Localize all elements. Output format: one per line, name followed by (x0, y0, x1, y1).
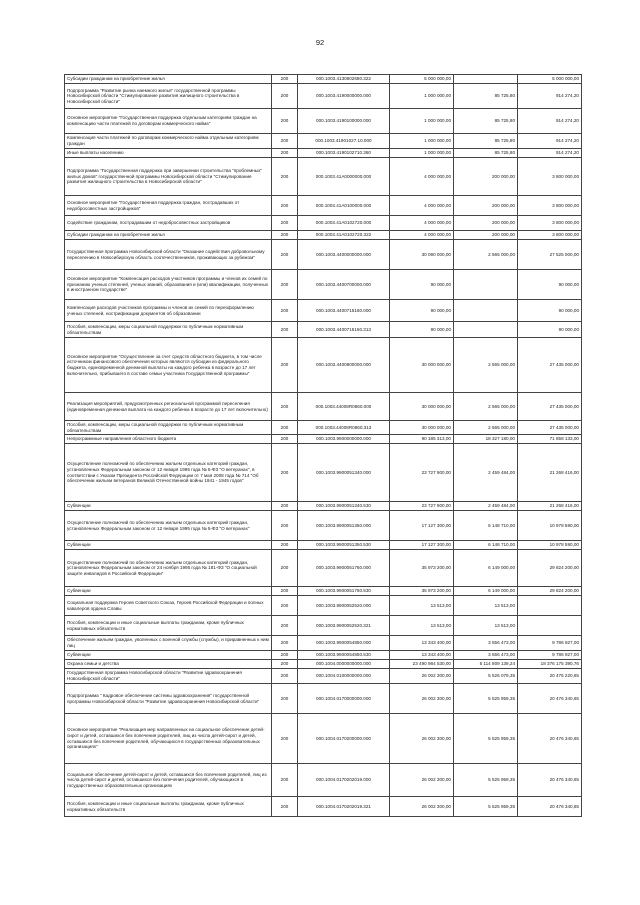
table-row (65, 322, 582, 338)
row-admin-code-cell: 200 (272, 616, 298, 636)
row-admin-code-cell: 200 (272, 196, 298, 216)
row-executed-cell: 85 725,80 (454, 134, 518, 149)
row-remaining-cell: 20 476 220,65 (518, 669, 582, 684)
table-row (65, 421, 582, 435)
row-name-cell: Социальная поддержка Героев Советского Союза, Героев Российской Федерации и полных кавалеров ордена Славы (65, 596, 272, 616)
row-approved-cell: 23 490 984 530,00 (390, 660, 454, 669)
row-admin-code-cell: 200 (272, 270, 298, 300)
row-executed-cell: 2 565 000,00 (454, 338, 518, 393)
row-budget-code-cell: 000.1003.41А0102720.322 (298, 231, 390, 240)
row-executed-cell: 2 459 484,00 (454, 502, 518, 511)
row-admin-code-cell: 200 (272, 75, 298, 84)
row-name-cell: Субвенции (65, 651, 272, 660)
row-executed-cell: 85 725,80 (454, 149, 518, 158)
row-name-cell: Осуществление полномочий по обеспечению жильем отдельных категорий граждан, установленных Федеральным законом от 12 января 1995 года № 5-ФЗ "О ветеранах", в соответствии с Указом Президента Российской Федерации от 7 мая 2008 года № 714 "Об обеспечении жильем ветеранов Великой Отечественной войны 1941 - 1945 годов" (65, 444, 272, 502)
table-row (65, 541, 582, 550)
row-admin-code-cell: 200 (272, 684, 298, 714)
row-remaining-cell: 10 978 590,00 (518, 511, 582, 541)
row-budget-code-cell: 000.1003.44008R0860.000 (298, 393, 390, 421)
row-admin-code-cell: 200 (272, 587, 298, 596)
row-admin-code-cell: 200 (272, 393, 298, 421)
row-approved-cell: 17 127 300,00 (390, 541, 454, 550)
table-row (65, 550, 582, 587)
row-admin-code-cell: 200 (272, 764, 298, 797)
table-row (65, 196, 582, 216)
row-budget-code-cell: 000.1003.4190000000.000 (298, 84, 390, 109)
row-admin-code-cell: 200 (272, 216, 298, 231)
row-remaining-cell: 9 786 927,00 (518, 651, 582, 660)
row-approved-cell: 30 000 000,00 (390, 421, 454, 435)
table-row (65, 240, 582, 270)
row-remaining-cell: 9 786 927,00 (518, 636, 582, 651)
row-remaining-cell: 90 000,00 (518, 322, 582, 338)
table-row (65, 502, 582, 511)
row-name-cell: Субвенции (65, 541, 272, 550)
row-executed-cell (454, 270, 518, 300)
row-name-cell: Осуществление полномочий по обеспечению жильем отдельных категорий граждан, установленных Федеральным законом от 24 ноября 1995 года № 181-ФЗ "О социальной защите инвалидов в Российской Федерации" (65, 550, 272, 587)
row-admin-code-cell: 200 (272, 669, 298, 684)
row-approved-cell: 30 090 000,00 (390, 240, 454, 270)
row-admin-code-cell: 200 (272, 149, 298, 158)
row-approved-cell: 13 343 400,00 (390, 651, 454, 660)
row-remaining-cell: 3 800 000,00 (518, 216, 582, 231)
row-budget-code-cell: 000.1003.9900051760.530 (298, 587, 390, 596)
row-budget-code-cell: 000.1003.9900052520.321 (298, 616, 390, 636)
row-admin-code-cell: 200 (272, 240, 298, 270)
table-row (65, 444, 582, 502)
row-approved-cell: 90 000,00 (390, 322, 454, 338)
row-approved-cell: 5 000 000,00 (390, 75, 454, 84)
row-approved-cell: 1 000 000,00 (390, 149, 454, 158)
row-admin-code-cell: 200 (272, 444, 298, 502)
row-name-cell: Субвенции (65, 587, 272, 596)
row-budget-code-cell: 000.1003.41А0102720.000 (298, 216, 390, 231)
row-approved-cell: 26 002 300,00 (390, 764, 454, 797)
row-name-cell: Пособия, компенсации, меры социальной поддержки по публичным нормативным обязательствам (65, 421, 272, 435)
row-admin-code-cell: 200 (272, 511, 298, 541)
row-executed-cell: 2 459 484,00 (454, 444, 518, 502)
table-row (65, 231, 582, 240)
row-admin-code-cell: 200 (272, 550, 298, 587)
row-budget-code-cell: 000.1003.4190100000.000 (298, 109, 390, 134)
row-approved-cell: 26 002 300,00 (390, 669, 454, 684)
row-budget-code-cell: 000.1004.0170000000.000 (298, 684, 390, 714)
row-executed-cell: 18 327 180,00 (454, 435, 518, 444)
table-row (65, 587, 582, 596)
row-remaining-cell: 20 476 340,65 (518, 684, 582, 714)
row-executed-cell: 13 513,00 (454, 596, 518, 616)
row-name-cell: Иные выплаты населению (65, 149, 272, 158)
row-remaining-cell: 10 978 590,00 (518, 541, 582, 550)
row-name-cell: Субсидии гражданам на приобретение жилья (65, 75, 272, 84)
row-name-cell: Подпрограмма "Развитие рынка наемного жилья" государственной программы Новосибирской области "Стимулирование развития жилищного строительства в Новосибирской области" (65, 84, 272, 109)
row-approved-cell: 90 000,00 (390, 300, 454, 322)
row-admin-code-cell: 200 (272, 134, 298, 149)
row-budget-code-cell: 000.1004.0170202019.321 (298, 797, 390, 817)
row-executed-cell (454, 75, 518, 84)
row-remaining-cell: 3 800 000,00 (518, 158, 582, 196)
row-budget-code-cell: 000.1003.9900051760.000 (298, 550, 390, 587)
row-name-cell: Реализация мероприятий, предусмотренных региональной программой переселения (единовременная денежная выплата на каждого ребенка в возрасте до 17 лет включительно) (65, 393, 272, 421)
table-row (65, 669, 582, 684)
row-executed-cell: 2 565 000,00 (454, 421, 518, 435)
row-remaining-cell: 21 268 416,00 (518, 502, 582, 511)
row-remaining-cell: 914 274,20 (518, 109, 582, 134)
table-row (65, 511, 582, 541)
row-budget-code-cell: 000.1003.4400800000.000 (298, 338, 390, 393)
row-executed-cell: 2 565 000,00 (454, 240, 518, 270)
row-budget-code-cell: 000.1003.9900051350.000 (298, 511, 390, 541)
row-remaining-cell: 18 376 175 390,76 (518, 660, 582, 669)
row-remaining-cell: 90 000,00 (518, 300, 582, 322)
row-budget-code-cell: 000.1003.9900051350.530 (298, 541, 390, 550)
row-approved-cell: 13 513,00 (390, 616, 454, 636)
row-remaining-cell: 20 476 340,65 (518, 764, 582, 797)
row-approved-cell: 30 000 000,00 (390, 393, 454, 421)
row-approved-cell: 35 973 200,00 (390, 550, 454, 587)
table-row (65, 158, 582, 196)
row-admin-code-cell: 200 (272, 300, 298, 322)
row-executed-cell: 5 525 959,35 (454, 764, 518, 797)
row-remaining-cell: 3 800 000,00 (518, 231, 582, 240)
row-remaining-cell: 27 435 000,00 (518, 421, 582, 435)
table-row (65, 109, 582, 134)
row-remaining-cell: 27 525 000,00 (518, 240, 582, 270)
row-executed-cell: 85 725,80 (454, 84, 518, 109)
row-admin-code-cell: 200 (272, 714, 298, 764)
table-row (65, 134, 582, 149)
table-row (65, 797, 582, 817)
row-name-cell: Подпрограмма "Государственная поддержка при завершении строительства "проблемных" жилых домов" государственной программы Новосибирской области "Стимулирование развития жилищного строительства в Новосибирской области" (65, 158, 272, 196)
table-row (65, 435, 582, 444)
row-budget-code-cell: 000.1003.9900051340.000 (298, 444, 390, 502)
row-approved-cell: 4 000 000,00 (390, 216, 454, 231)
row-name-cell: Непрограммные направления областного бюджета (65, 435, 272, 444)
row-name-cell: Пособия, компенсации и иные социальные выплаты гражданам, кроме публичных нормативных обязательств (65, 616, 272, 636)
table-row (65, 75, 582, 84)
row-budget-code-cell: 000.1004.0100000000.000 (298, 669, 390, 684)
row-budget-code-cell: 000.1003.4190102710.360 (298, 149, 390, 158)
row-executed-cell: 200 000,00 (454, 196, 518, 216)
row-approved-cell: 4 000 000,00 (390, 196, 454, 216)
row-remaining-cell (518, 596, 582, 616)
row-approved-cell: 13 343 400,00 (390, 636, 454, 651)
row-remaining-cell: 3 800 000,00 (518, 196, 582, 216)
row-approved-cell: 1 000 000,00 (390, 134, 454, 149)
row-name-cell: Основное мероприятие "Государственная поддержка граждан, пострадавших от недобросовестных застройщиков" (65, 196, 272, 216)
row-executed-cell: 2 565 000,00 (454, 393, 518, 421)
row-admin-code-cell: 200 (272, 502, 298, 511)
row-approved-cell: 26 002 300,00 (390, 714, 454, 764)
row-remaining-cell: 5 000 000,00 (518, 75, 582, 84)
table-body (65, 75, 582, 817)
row-budget-code-cell: 000.1003.9900051340.530 (298, 502, 390, 511)
row-budget-code-cell: 000.1003.9900000000.000 (298, 435, 390, 444)
row-budget-code-cell: 000.1004.0170200000.000 (298, 714, 390, 764)
row-remaining-cell: 29 824 200,00 (518, 550, 582, 587)
row-executed-cell: 200 000,00 (454, 231, 518, 240)
row-admin-code-cell: 200 (272, 596, 298, 616)
row-budget-code-cell: 000.1003.4400700000.000 (298, 270, 390, 300)
row-name-cell: Компенсация части платежей по договорам коммерческого найма отдельным категориям граждан (65, 134, 272, 149)
row-name-cell: Государственная программа Новосибирской области "Развитие здравоохранения Новосибирской области" (65, 669, 272, 684)
row-name-cell: Подпрограмма " Кадровое обеспечение системы здравоохранения" государственной программы Новосибирской области "Развитие здравоохранения Новосибирской области" (65, 684, 272, 714)
row-admin-code-cell: 200 (272, 109, 298, 134)
row-remaining-cell: 29 824 200,00 (518, 587, 582, 596)
row-remaining-cell: 21 268 416,00 (518, 444, 582, 502)
row-admin-code-cell: 200 (272, 797, 298, 817)
row-admin-code-cell: 200 (272, 231, 298, 240)
row-executed-cell: 200 000,00 (454, 158, 518, 196)
row-name-cell: Субвенции (65, 502, 272, 511)
row-approved-cell: 90 000,00 (390, 270, 454, 300)
row-approved-cell: 23 727 900,00 (390, 502, 454, 511)
table-row (65, 300, 582, 322)
row-admin-code-cell: 200 (272, 651, 298, 660)
row-remaining-cell: 20 476 340,65 (518, 797, 582, 817)
row-executed-cell: 6 149 000,00 (454, 587, 518, 596)
row-name-cell: Осуществление полномочий по обеспечению жильем отдельных категорий граждан, установленных Федеральным законом от 12 января 1995 года № 5-ФЗ "О ветеранах" (65, 511, 272, 541)
row-executed-cell: 3 556 473,00 (454, 636, 518, 651)
row-admin-code-cell: 200 (272, 158, 298, 196)
table-row (65, 393, 582, 421)
row-budget-code-cell: 000.1003.41А0000000.000 (298, 158, 390, 196)
row-approved-cell: 90 185 313,00 (390, 435, 454, 444)
table-row (65, 660, 582, 669)
page-number: 92 (315, 38, 325, 47)
table-row (65, 270, 582, 300)
table-row (65, 764, 582, 797)
row-admin-code-cell: 200 (272, 660, 298, 669)
row-budget-code-cell: 000.1003.4400715160.000 (298, 300, 390, 322)
table-row (65, 636, 582, 651)
row-budget-code-cell: 000.1003.9900052520.000 (298, 596, 390, 616)
table-row (65, 596, 582, 616)
row-name-cell: Пособия, компенсации и иные социальные выплаты гражданам, кроме публичных нормативных обязательств (65, 797, 272, 817)
row-remaining-cell: 914 274,20 (518, 84, 582, 109)
table-row (65, 216, 582, 231)
row-name-cell: Государственная программа Новосибирской области "Оказание содействия добровольному переселению в Новосибирскую область соотечественников, проживающих за рубежом" (65, 240, 272, 270)
table-row (65, 616, 582, 636)
row-admin-code-cell: 200 (272, 435, 298, 444)
row-remaining-cell: 71 858 133,00 (518, 435, 582, 444)
row-executed-cell: 5 525 959,35 (454, 684, 518, 714)
row-name-cell: Социальное обеспечение детей-сирот и детей, оставшихся без попечения родителей, лиц из числа детей-сирот и детей, оставшихся без попечения родителей, обучающихся в государственных образовательных организациях (65, 764, 272, 797)
row-executed-cell: 200 000,00 (454, 216, 518, 231)
table-row (65, 651, 582, 660)
row-budget-code-cell: 000.1003.9900054850.000 (298, 636, 390, 651)
row-name-cell: Основное мероприятие "Осуществление за счет средств областного бюджета, в том числе источником финансового обеспечения которых являются субсидии из федерального бюджета, единовременной денежной выплаты на каждого ребенка в возрасте до 17 лет включительно, прибывшего в составе семьи участника Государственной программы" (65, 338, 272, 393)
row-approved-cell: 23 727 900,00 (390, 444, 454, 502)
row-name-cell: Обеспечение жильем граждан, уволенных с военной службы (службы), и приравненных к ним лиц (65, 636, 272, 651)
row-executed-cell: 5 114 809 139,24 (454, 660, 518, 669)
row-budget-code-cell: 000.1003.4400715160.313 (298, 322, 390, 338)
row-executed-cell: 5 526 079,35 (454, 669, 518, 684)
row-executed-cell (454, 300, 518, 322)
row-name-cell: Пособия, компенсации, меры социальной поддержки по публичным нормативным обязательствам (65, 322, 272, 338)
row-executed-cell: 6 148 710,00 (454, 511, 518, 541)
table-row (65, 684, 582, 714)
row-approved-cell: 13 513,00 (390, 596, 454, 616)
row-approved-cell: 17 127 300,00 (390, 511, 454, 541)
row-budget-code-cell: 000.1003.41А0100000.000 (298, 196, 390, 216)
row-name-cell: Субсидии гражданам на приобретение жилья (65, 231, 272, 240)
row-name-cell: Основное мероприятие "Реализация мер направленных на социальное обеспечение детей-сирот и детей, оставшихся без попечения родителей, лиц из числа детей-сирот и детей, оставшихся без попечения родителей, обучающихся в государственных образовательных организациях" (65, 714, 272, 764)
table-row (65, 714, 582, 764)
row-approved-cell: 30 000 000,00 (390, 338, 454, 393)
row-admin-code-cell: 200 (272, 636, 298, 651)
row-approved-cell: 1 000 000,00 (390, 84, 454, 109)
row-budget-code-cell: 000.1003.44008R0860.313 (298, 421, 390, 435)
row-remaining-cell: 20 476 340,65 (518, 714, 582, 764)
row-name-cell: Компенсация расходов участников программы и членов их семей по переоформлению ученых степеней, нострификации документов об образовании (65, 300, 272, 322)
row-remaining-cell: 27 435 000,00 (518, 338, 582, 393)
row-admin-code-cell: 200 (272, 541, 298, 550)
row-executed-cell (454, 322, 518, 338)
table-row (65, 149, 582, 158)
budget-execution-table (64, 74, 582, 817)
row-admin-code-cell: 200 (272, 322, 298, 338)
row-executed-cell: 85 725,80 (454, 109, 518, 134)
row-remaining-cell: 914 274,20 (518, 134, 582, 149)
row-remaining-cell (518, 616, 582, 636)
row-executed-cell: 5 525 959,35 (454, 797, 518, 817)
row-executed-cell: 3 556 473,00 (454, 651, 518, 660)
row-name-cell: Содействие гражданам, пострадавшим от недобросовестных застройщиков (65, 216, 272, 231)
row-remaining-cell: 90 000,00 (518, 270, 582, 300)
row-executed-cell: 6 148 710,00 (454, 541, 518, 550)
row-admin-code-cell: 200 (272, 84, 298, 109)
row-name-cell: Охрана семьи и детства (65, 660, 272, 669)
row-budget-code-cell: 000.1003.4130602680.322 (298, 75, 390, 84)
row-budget-code-cell: 000.1003.41901027.10.000 (298, 134, 390, 149)
table-row (65, 338, 582, 393)
row-name-cell: Основное мероприятие "Государственная поддержка отдельным категориям граждан на компенсацию части платежей по договорам коммерческого найма" (65, 109, 272, 134)
row-executed-cell: 5 525 959,35 (454, 714, 518, 764)
row-budget-code-cell: 000.1003.4400000000.000 (298, 240, 390, 270)
row-remaining-cell: 914 274,20 (518, 149, 582, 158)
row-approved-cell: 26 002 300,00 (390, 684, 454, 714)
row-approved-cell: 4 000 000,00 (390, 231, 454, 240)
row-approved-cell: 35 973 200,00 (390, 587, 454, 596)
row-name-cell: Основное мероприятие "Компенсация расходов участников программы и членов их семей по признанию ученых степеней, ученых званий, образования и (или) квалификации, полученных в иностранном государстве" (65, 270, 272, 300)
row-admin-code-cell: 200 (272, 421, 298, 435)
table-row (65, 84, 582, 109)
row-budget-code-cell: 000.1004.0000000000.000 (298, 660, 390, 669)
row-approved-cell: 1 000 000,00 (390, 109, 454, 134)
row-executed-cell: 13 513,00 (454, 616, 518, 636)
row-executed-cell: 6 149 000,00 (454, 550, 518, 587)
row-approved-cell: 26 002 300,00 (390, 797, 454, 817)
row-approved-cell: 4 000 000,00 (390, 158, 454, 196)
row-budget-code-cell: 000.1004.0170202019.000 (298, 764, 390, 797)
row-admin-code-cell: 200 (272, 338, 298, 393)
row-budget-code-cell: 000.1003.9900054850.530 (298, 651, 390, 660)
row-remaining-cell: 27 435 000,00 (518, 393, 582, 421)
